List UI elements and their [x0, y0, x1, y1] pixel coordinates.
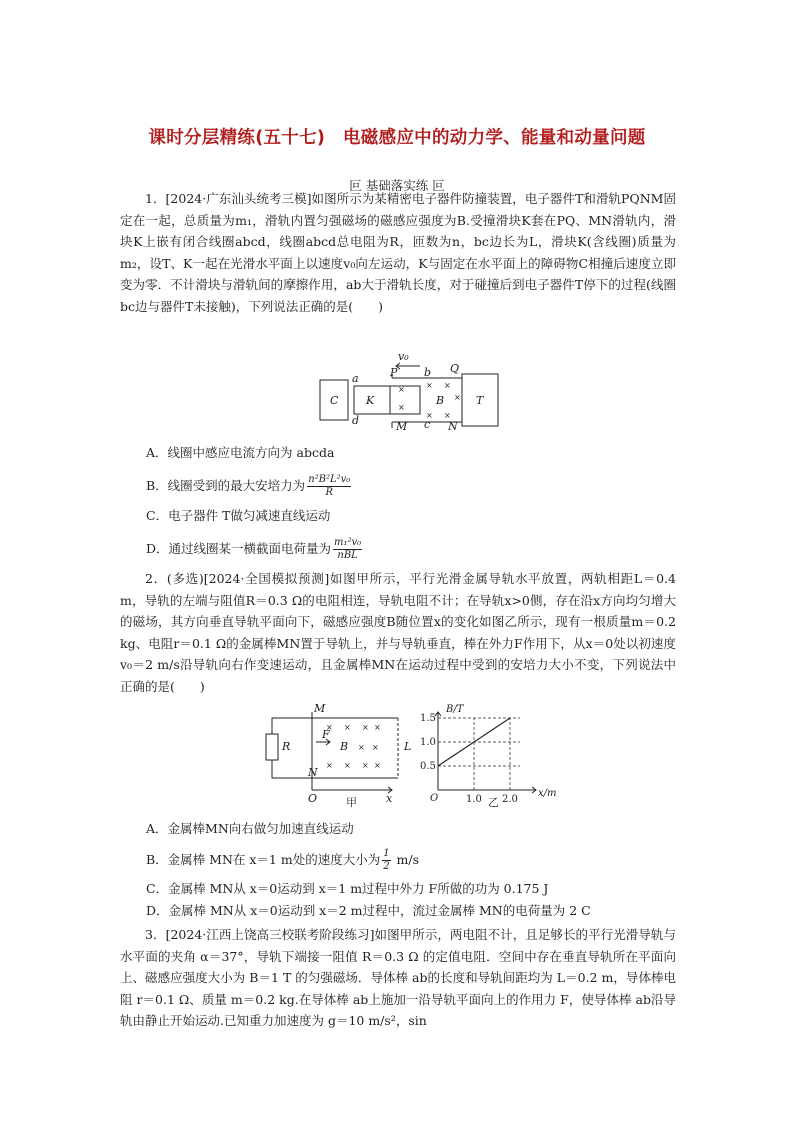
label-v0: v₀ [398, 350, 409, 363]
q1-option-a[interactable]: A．线圈中感应电流方向为 abcda [146, 445, 335, 460]
svg-text:×: × [374, 723, 381, 732]
svg-text:x: x [386, 792, 393, 805]
label-m: M [396, 420, 408, 433]
q1-option-d[interactable]: D．通过线圈某一横截面电荷量为 $\frac{\text{m₁²v₀}}{\text{nBL}}$ [146, 537, 362, 561]
svg-text:B: B [340, 740, 349, 753]
device-t [462, 374, 498, 426]
svg-text:×: × [374, 761, 381, 770]
y-axis-label: B/T [446, 704, 464, 715]
label-c: C [330, 394, 339, 407]
svg-text:×: × [344, 761, 351, 770]
svg-text:×: × [426, 411, 433, 420]
svg-text:O: O [308, 792, 318, 805]
q2-option-a[interactable]: A．金属棒MN向右做匀加速直线运动 [146, 821, 354, 836]
x-tick-label: 2.0 [502, 794, 518, 805]
q2-option-d[interactable]: D．金属棒 MN从 x＝0运动到 x＝2 m过程中，流过金属棒 MN的电荷量为 2 C [146, 903, 591, 918]
q2-option-b[interactable]: B．金属棒 MN在 x＝1 m处的速度大小为 $\frac{1}{2}$ m/s [146, 848, 420, 872]
q1-stem: 1．[2024·广东汕头统考三模]如图所示为某精密电子器件防撞装置，电子器件T和滑轨PQNM固定在一起，总质量为m₁，滑轨内置匀强磁场的磁感应强度为B.受撞滑块K套在PQ、MN滑轨内，滑块K上嵌有闭合线圈abcd，线圈abcd总电阻为R，匝数为n，bc边长为L，滑块K(含线圈)质量为m₂，设T、K一起在光滑水平面上以速度v₀向左运动，K与固定在水平面上的障碍物C相撞后速度立即变为零．不计滑块与滑轨间的摩擦作用，ab大于滑轨长度，对于碰撞后到电子器件T停下的过程(线圈bc边与器件T未接触)，下列说法正确的是( ) [120, 191, 676, 314]
svg-text:×: × [358, 743, 365, 752]
q2-figure-yi [435, 712, 536, 793]
page-title: 课时分层精练(五十七) 电磁感应中的动力学、能量和动量问题 [148, 128, 646, 148]
svg-text:×: × [444, 411, 451, 420]
q2-figure-jia [266, 712, 398, 793]
y-tick-label: 0.5 [420, 761, 436, 772]
svg-text:L: L [404, 740, 412, 753]
svg-text:×: × [398, 385, 405, 394]
obstacle-c [320, 380, 348, 420]
svg-text:M: M [314, 702, 326, 715]
coil-abcd [354, 386, 420, 414]
label-q: Q [450, 362, 460, 375]
caption-yi: 乙 [488, 796, 499, 809]
origin-label: O [430, 793, 439, 804]
q2-option-c[interactable]: C．金属棒 MN从 x＝0运动到 x＝1 m过程中外力 F所做的功为 0.175 J [146, 881, 549, 896]
q1-option-c[interactable]: C．电子器件 T做匀减速直线运动 [146, 508, 331, 523]
y-tick-label: 1.5 [420, 713, 436, 724]
label-a: a [352, 372, 359, 385]
y-tick-label: 1.0 [420, 737, 436, 748]
x-tick-label: 1.0 [466, 794, 482, 805]
svg-text:×: × [454, 393, 461, 402]
label-t: T [476, 394, 484, 407]
label-p: P [390, 366, 398, 379]
series-line [438, 718, 510, 766]
q3-stem: 3．[2024·江西上饶高三校联考阶段练习]如图甲所示，两电阻不计，且足够长的平行光滑导轨与水平面的夹角 α＝37°，导轨下端接一阻值 R＝0.3 Ω 的定值电阻．空间中存在垂直导轨所在平面向上、磁感应强度大小为 B＝1 T 的匀强磁场．导体棒 ab的长度和导轨间距均为 L＝0.2 m，导体棒电阻 r＝0.1 Ω、质量 m＝0.2 kg.在导体棒 ab上施加一沿导轨平面向上的作用力 F，使导体棒 ab沿导轨由静止开始运动.已知重力加速度为 g＝10 m/s²，sin [120, 927, 676, 1028]
label-d: d [352, 414, 360, 427]
label-k: K [366, 394, 375, 407]
svg-text:×: × [398, 403, 405, 412]
label-b: B [436, 394, 445, 407]
svg-text:×: × [372, 743, 379, 752]
label-n: N [448, 420, 458, 433]
svg-text:N: N [308, 766, 318, 779]
svg-text:×: × [444, 381, 451, 390]
label-c-corner: c [424, 418, 431, 431]
label-b-corner: b [424, 366, 432, 379]
svg-text:R: R [282, 740, 291, 753]
x-axis-label: x/m [538, 788, 557, 799]
caption-jia: 甲 [346, 796, 357, 809]
section-heading: 叵 基础落实练 叵 [349, 178, 445, 193]
svg-text:F: F [322, 728, 330, 741]
svg-text:×: × [362, 723, 369, 732]
q2-stem: 2．(多选)[2024·全国模拟预测]如图甲所示，平行光滑金属导轨水平放置，两轨相距L＝0.4 m，导轨的左端与阻值R＝0.3 Ω的电阻相连，导轨电阻不计；在导轨x>0侧，存在沿x方向均匀增大的磁场，其方向垂直导轨平面向下，磁感应强度B随位置x的变化如图乙所示，现有一根质量m＝0.2 kg、电阻r＝0.1 Ω的金属棒MN置于导轨上，并与导轨垂直，棒在外力F作用下，从x＝0处以初速度v₀＝2 m/s沿导轨向右作变速运动，且金属棒MN在运动过程中受到的安培力大小不变，下列说法中正确的是( ) [120, 571, 676, 694]
svg-text:×: × [344, 723, 351, 732]
q1-option-b[interactable]: B．线圈受到的最大安培力为 $\frac{\text{n²B²L²v₀}}{R}$ [146, 474, 351, 498]
svg-text:×: × [426, 381, 433, 390]
svg-text:×: × [362, 761, 369, 770]
svg-text:×: × [326, 761, 333, 770]
slider-k [354, 386, 390, 414]
svg-text:×: × [326, 723, 333, 732]
